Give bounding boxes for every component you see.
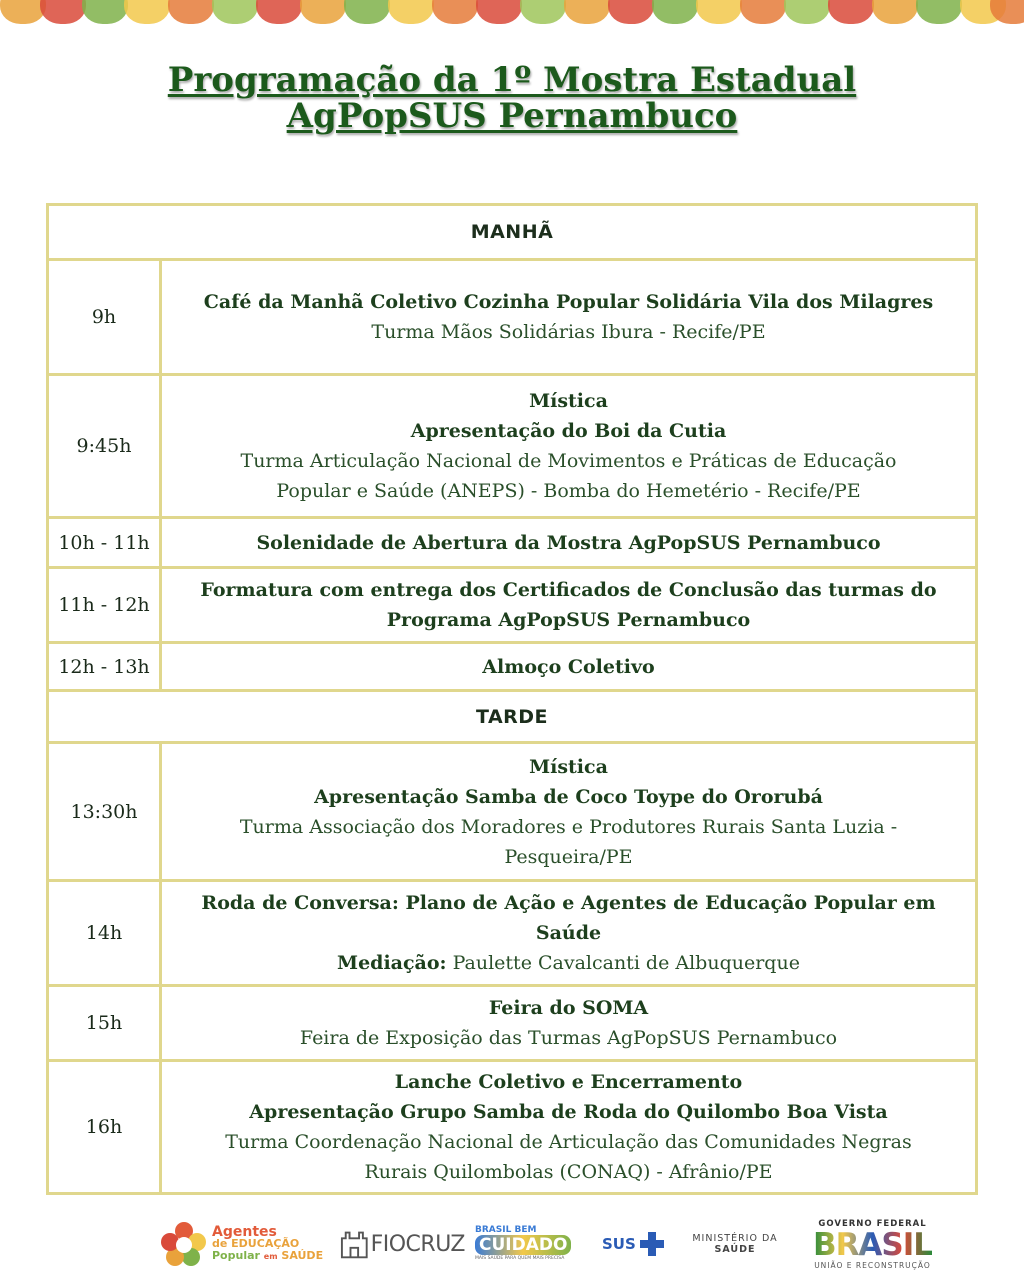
row-time: 16h (49, 1062, 162, 1192)
row-line: Programa AgPopSUS Pernambuco (386, 609, 751, 631)
section-header-morning (49, 206, 975, 258)
row-content (162, 1062, 975, 1192)
row-line: Mística (529, 755, 608, 778)
agentes-text-5: SAÚDE (281, 1248, 324, 1262)
row-time: 9:45h (49, 376, 162, 516)
brasil-bem-text-2: CUIDADO (475, 1235, 571, 1255)
agentes-text-1: Agentes (212, 1223, 277, 1240)
row-time: 9h (49, 261, 162, 373)
mediation-label: Mediação: (337, 952, 447, 974)
section-header-afternoon (49, 689, 975, 744)
row-content (162, 569, 975, 641)
sus-text: SUS (602, 1235, 636, 1253)
schedule-row (49, 566, 975, 641)
row-content (162, 644, 975, 689)
row-line: Almoço Coletivo (482, 655, 655, 678)
row-line: Turma Coordenação Nacional de Articulação das Comunidades Negras (225, 1131, 912, 1153)
ministerio-saude-logo (685, 1214, 785, 1274)
row-time: 10h - 11h (49, 519, 162, 566)
page-title-line-1: Programação da 1º Mostra Estadual (167, 60, 857, 100)
row-content (162, 261, 975, 373)
sus-logo (602, 1214, 672, 1274)
row-time: 11h - 12h (49, 569, 162, 641)
decorative-hands-band (0, 0, 1024, 30)
row-line: Feira do SOMA (488, 997, 649, 1019)
row-line: Apresentação do Boi da Cutia (410, 420, 727, 442)
brasil-text: BRASIL (812, 1226, 933, 1263)
row-line: Apresentação Grupo Samba de Roda do Quilombo Boa Vista (249, 1101, 888, 1123)
brasil-bem-text-3: MAIS SAÚDE PARA QUEM MAIS PRECISA (475, 1256, 565, 1261)
schedule-row (49, 1059, 975, 1192)
row-line (337, 948, 800, 978)
page-title-line-2: AgPopSUS Pernambuco (286, 96, 738, 136)
row-line: Turma Mãos Solidárias Ibura - Recife/PE (371, 321, 766, 343)
section-morning-label: MANHÃ (470, 221, 554, 243)
fiocruz-text: FIOCRUZ (370, 1231, 465, 1257)
row-line: Popular e Saúde (ANEPS) - Bomba do Hemetério - Recife/PE (276, 480, 861, 502)
row-line: Mística (529, 390, 608, 412)
row-line: Lanche Coletivo e Encerramento (394, 1071, 743, 1093)
row-content (162, 987, 975, 1059)
agentes-text-3: Popular (212, 1248, 260, 1262)
schedule-row (49, 258, 975, 373)
row-line: Pesqueira/PE (504, 845, 633, 868)
row-line: Saúde (535, 922, 602, 944)
agentes-flower-icon (160, 1220, 208, 1268)
brasil-bem-text-1: BRASIL BEM (475, 1225, 537, 1235)
row-line: Formatura com entrega dos Certificados de Conclusão das turmas do (200, 579, 937, 601)
row-line: Rurais Quilombolas (CONAQ) - Afrânio/PE (364, 1161, 773, 1183)
schedule-row (49, 641, 975, 689)
governo-text: GOVERNO FEDERAL (818, 1218, 927, 1229)
row-time: 14h (49, 882, 162, 984)
row-line: Turma Associação dos Moradores e Produtores Rurais Santa Luzia - (239, 815, 898, 838)
mediation-name: Paulette Cavalcanti de Albuquerque (446, 952, 800, 974)
row-line: Feira de Exposição das Turmas AgPopSUS Pernambuco (299, 1027, 838, 1049)
row-content (162, 882, 975, 984)
page-title (0, 62, 1024, 134)
uniao-text: UNIÃO E RECONSTRUÇÃO (814, 1260, 931, 1270)
fiocruz-castle-icon (340, 1228, 369, 1260)
schedule-row (49, 516, 975, 566)
row-time: 12h - 13h (49, 644, 162, 689)
governo-federal-logo (800, 1214, 945, 1274)
schedule-table (46, 203, 978, 1195)
agentes-logo (160, 1214, 335, 1274)
schedule-row (49, 373, 975, 516)
row-content (162, 376, 975, 516)
agentes-text-2: de EDUCAÇÃO (212, 1236, 300, 1250)
row-line: Roda de Conversa: Plano de Ação e Agentes de Educação Popular em (201, 892, 936, 914)
section-afternoon-label: TARDE (475, 705, 549, 728)
ministerio-text-1: MINISTÉRIO DA (692, 1233, 778, 1244)
row-line: Apresentação Samba de Coco Toype do Ororubá (314, 785, 823, 808)
row-time: 13:30h (49, 744, 162, 879)
row-line: Turma Articulação Nacional de Movimentos e Práticas de Educação (240, 450, 897, 472)
agentes-text-4: em (263, 1251, 278, 1261)
row-content (162, 744, 975, 879)
ministerio-text-2: SAÚDE (714, 1244, 756, 1255)
sus-cross-icon (638, 1230, 666, 1258)
sponsor-logos (160, 1214, 950, 1274)
row-content (162, 519, 975, 566)
schedule-row (49, 879, 975, 984)
brasil-bem-cuidado-logo (475, 1214, 590, 1274)
row-time: 15h (49, 987, 162, 1059)
row-line: Solenidade de Abertura da Mostra AgPopSUS Pernambuco (256, 531, 881, 554)
schedule-row (49, 984, 975, 1059)
schedule-row (49, 744, 975, 879)
row-line: Café da Manhã Coletivo Cozinha Popular Solidária Vila dos Milagres (203, 291, 934, 313)
fiocruz-logo (340, 1214, 465, 1274)
